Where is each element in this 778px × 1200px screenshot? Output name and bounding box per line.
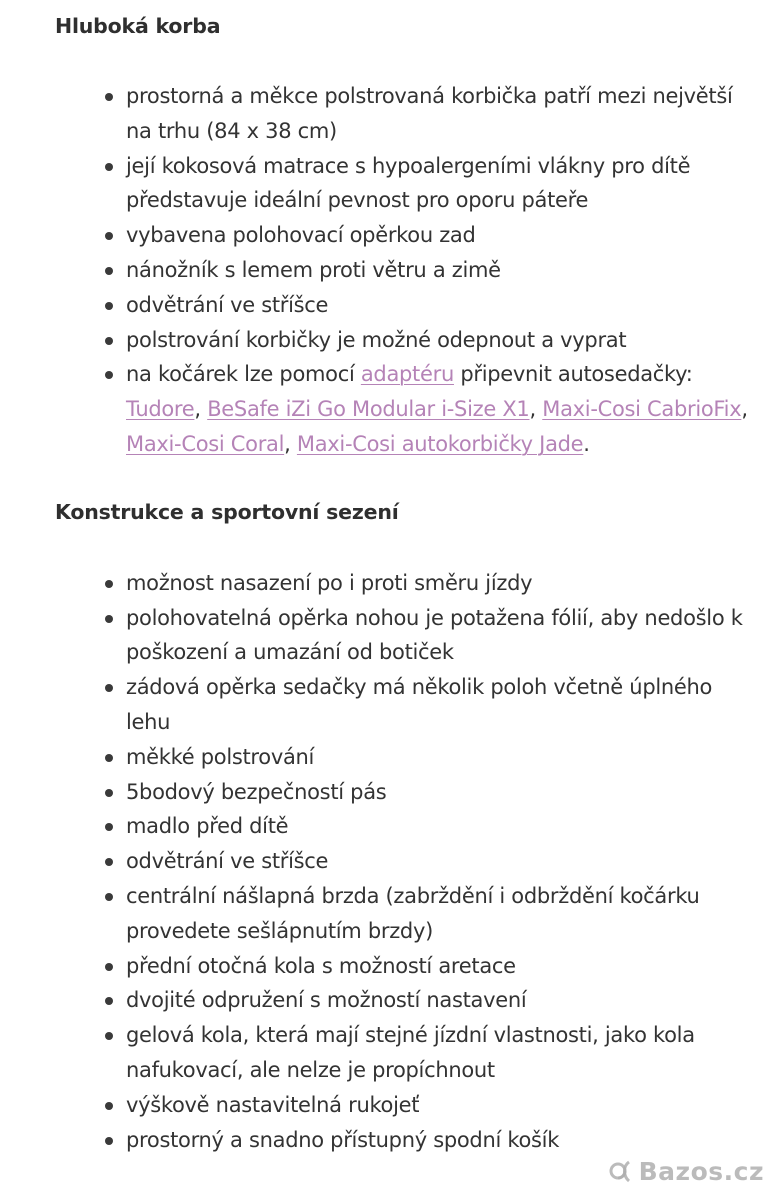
list-item-text: polstrování korbičky je možné odepnout a vyprat: [126, 327, 627, 352]
list-item-text: prostorná a měkce polstrovaná korbička patří mezi největší na trhu (84 x 38 cm): [126, 84, 733, 143]
list-item-text: ,: [284, 431, 297, 456]
list-item: [55, 323, 755, 358]
list-item-text: ,: [741, 397, 748, 422]
list-item-text: zádová opěrka sedačky má několik poloh včetně úplného lehu: [126, 675, 713, 734]
bullet-icon: [105, 371, 113, 379]
bullet-icon: [105, 232, 113, 240]
list-item: [55, 1018, 755, 1088]
bullet-icon: [105, 789, 113, 797]
product-link[interactable]: adaptéru: [360, 362, 454, 387]
list-item-text: na kočárek lze pomocí: [126, 362, 361, 387]
bullet-icon: [105, 1032, 113, 1040]
list-item-text: odvětrání ve stříšce: [126, 849, 329, 874]
list-item: [55, 949, 755, 984]
bullet-icon: [105, 1102, 113, 1110]
list-item: [55, 740, 755, 775]
product-link[interactable]: Tudore: [126, 397, 195, 422]
bazos-watermark: [601, 1154, 764, 1188]
list-item-text: polohovatelná opěrka nohou je potažena fólií, aby nedošlo k poškození a umazání od botiček: [126, 605, 743, 665]
list-item-text: gelová kola, která mají stejné jízdní vlastnosti, jako kola nafukovací, ale nelze je propíchnout: [126, 1023, 695, 1082]
bazos-swirl-icon: [601, 1154, 635, 1188]
bullet-icon: [105, 754, 113, 762]
list-item: [55, 253, 755, 288]
list-item: [55, 601, 755, 671]
feature-list-korba: [55, 79, 755, 462]
list-item: [55, 844, 755, 879]
bullet-icon: [105, 893, 113, 901]
feature-list-konstrukce: [55, 566, 755, 1158]
list-item-text: připevnit autosedačky:: [453, 362, 693, 387]
product-link[interactable]: BeSafe iZi Go Modular i-Size X1: [207, 397, 530, 422]
list-item-text: ,: [194, 397, 208, 422]
list-item: [55, 79, 755, 149]
list-item-text: dvojité odpružení s možností nastavení: [126, 988, 527, 1013]
bullet-icon: [105, 163, 113, 171]
bullet-icon: [105, 615, 113, 623]
list-item: [55, 566, 755, 601]
bullet-icon: [105, 93, 113, 101]
list-item-text: ,: [529, 397, 543, 422]
section-heading-konstrukce: Konstrukce a sportovní sezení: [55, 499, 399, 524]
product-link[interactable]: Maxi-Cosi CabrioFix: [542, 397, 742, 422]
bullet-icon: [105, 963, 113, 971]
list-item-text: nánožník s lemem proti větru a zimě: [126, 257, 501, 282]
list-item: [55, 775, 755, 810]
list-item: [55, 1088, 755, 1123]
list-item-text: výškově nastavitelná rukojeť: [126, 1092, 420, 1117]
bullet-icon: [105, 580, 113, 588]
list-item-text: přední otočná kola s možností aretace: [126, 953, 516, 978]
list-item-text: centrální nášlapná brzda (zabrždění i odbrždění kočárku provedete sešlápnutím brzdy): [126, 883, 700, 943]
list-item-text: 5bodový bezpečností pás: [126, 779, 387, 804]
product-link[interactable]: Maxi-Cosi Coral: [126, 431, 285, 456]
list-item: [55, 809, 755, 844]
bullet-icon: [105, 997, 113, 1005]
list-item: [55, 983, 755, 1018]
list-item-text: madlo před dítě: [126, 814, 289, 839]
list-item: [55, 149, 755, 219]
list-item-text: možnost nasazení po i proti směru jízdy: [126, 570, 533, 595]
bullet-icon: [105, 858, 113, 866]
list-item: [55, 357, 755, 461]
watermark-text: Bazos.cz: [638, 1156, 764, 1186]
list-item-text: měkké polstrování: [126, 744, 315, 769]
article-content: [55, 0, 755, 1157]
list-item: [55, 288, 755, 323]
bullet-icon: [105, 267, 113, 275]
list-item-text: odvětrání ve stříšce: [126, 292, 329, 317]
bullet-icon: [105, 302, 113, 310]
list-item-text: vybavena polohovací opěrkou zad: [126, 223, 476, 248]
bullet-icon: [105, 823, 113, 831]
product-link[interactable]: Maxi-Cosi autokorbičky Jade: [296, 431, 584, 456]
bullet-icon: [105, 684, 113, 692]
list-item-text: její kokosová matrace s hypoalergeními vlákny pro dítě představuje ideální pevnost pro oporu páteře: [126, 153, 691, 213]
list-item: [55, 218, 755, 253]
list-item-text: .: [583, 431, 590, 456]
bullet-icon: [105, 1137, 113, 1145]
list-item: [55, 879, 755, 949]
section-heading-hluboka-korba: Hluboká korba: [55, 14, 221, 38]
list-item: [55, 1123, 755, 1158]
list-item: [55, 670, 755, 740]
bullet-icon: [105, 337, 113, 345]
list-item-text: prostorný a snadno přístupný spodní košík: [126, 1127, 560, 1152]
